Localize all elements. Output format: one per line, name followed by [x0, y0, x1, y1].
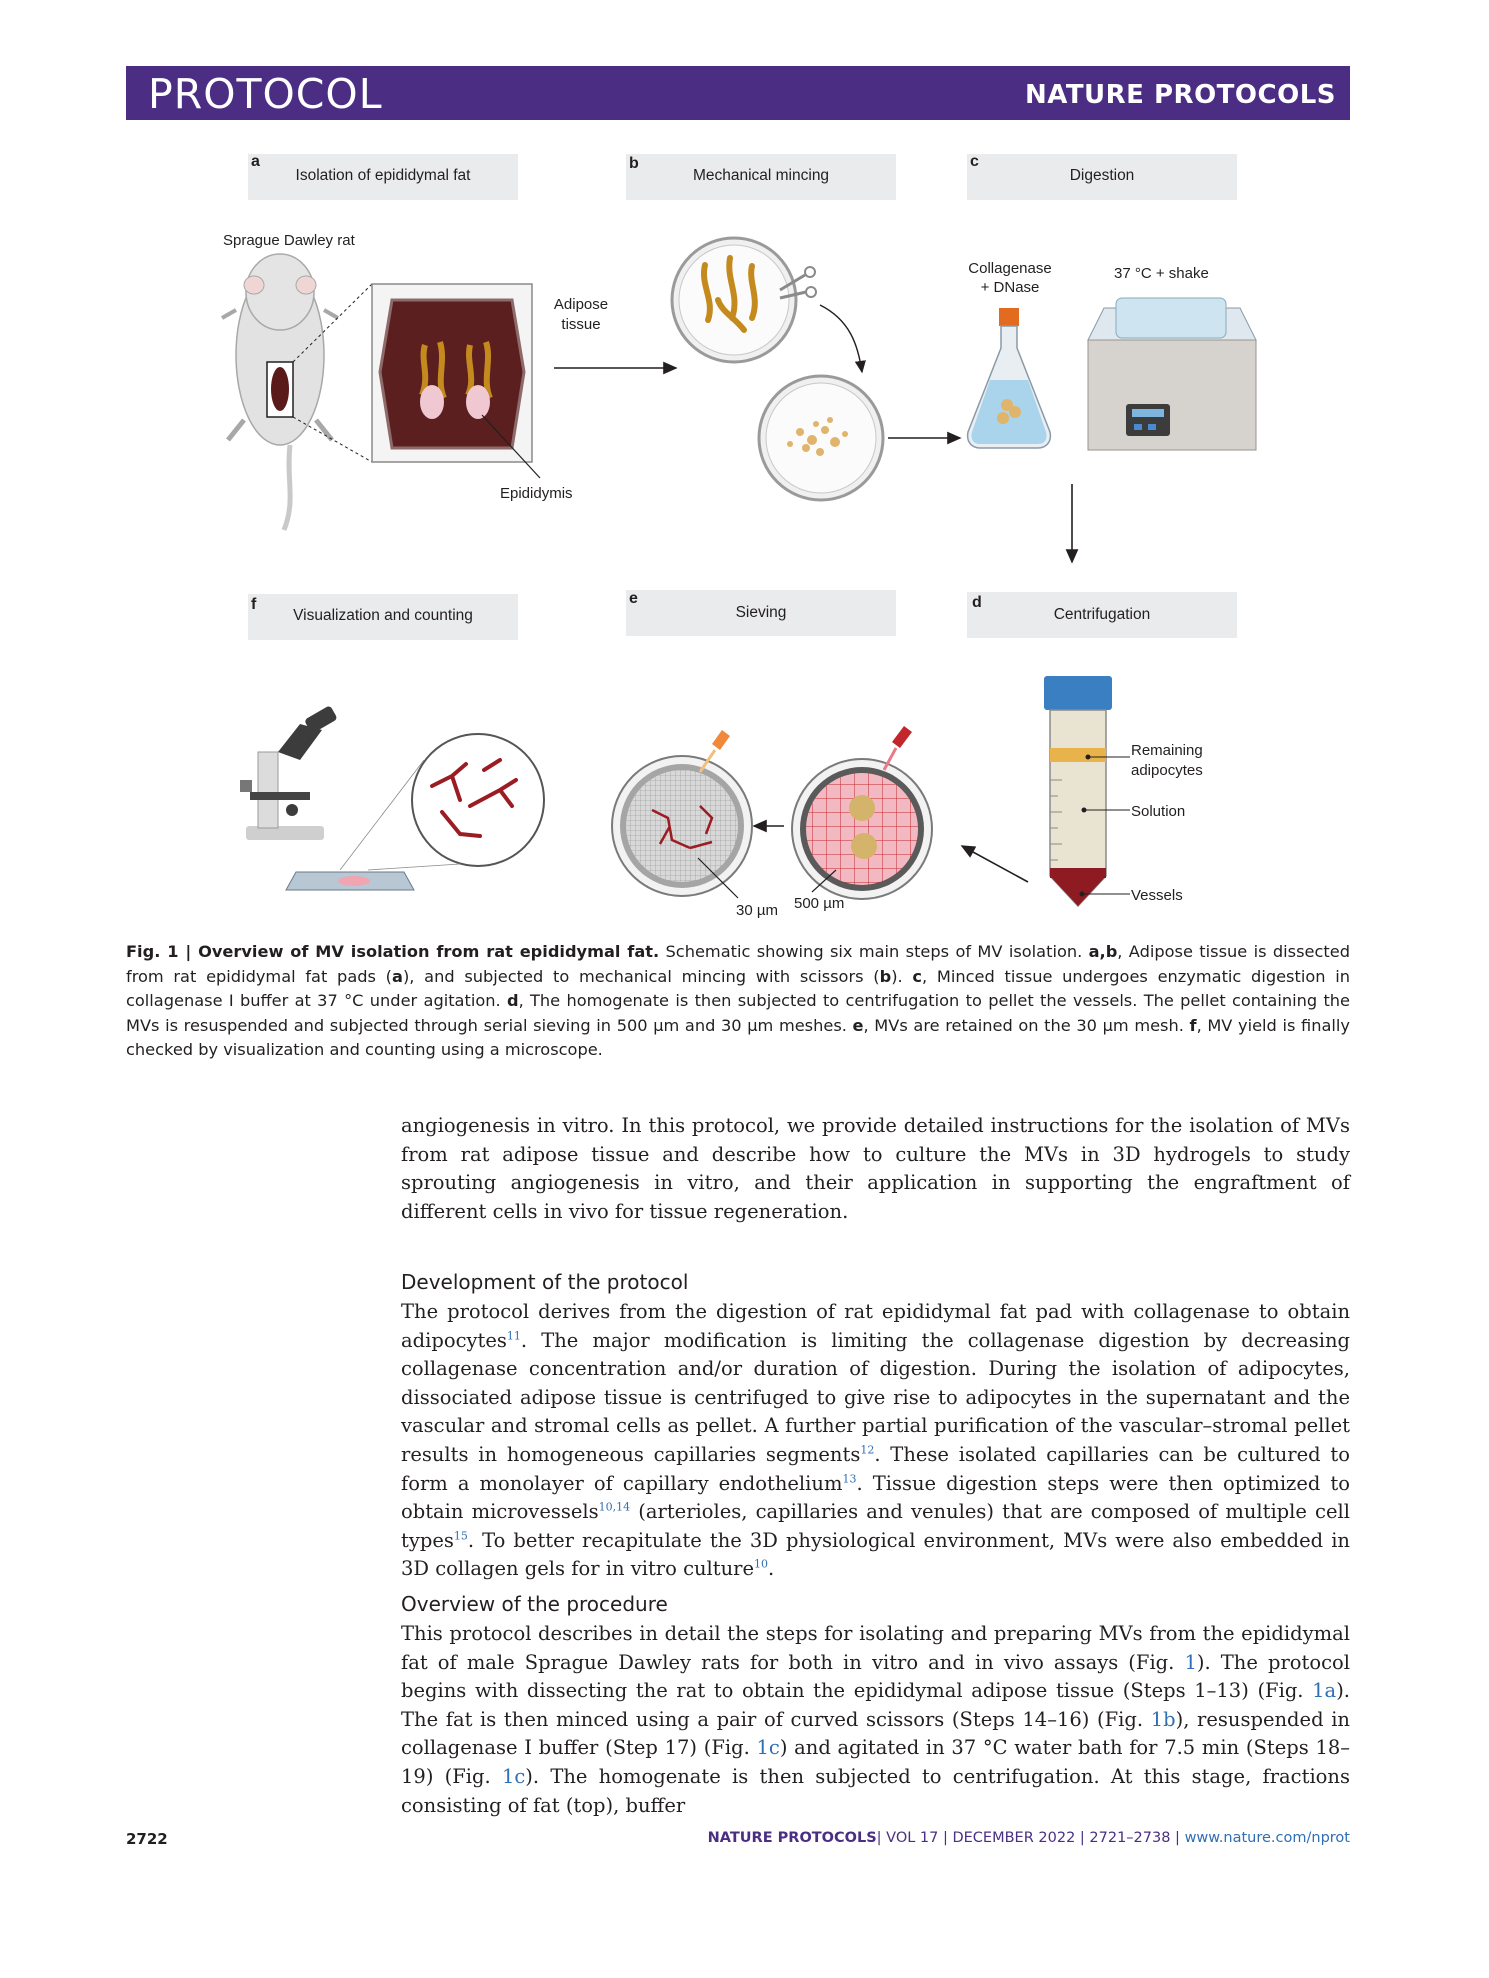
dev-paragraph — [401, 1298, 1350, 1584]
ov-text-4: ), resuspended in collagenase I buffer (Step 17) (Fig. — [401, 1707, 1350, 1760]
petri-dish-fat — [672, 238, 816, 362]
water-bath-label: 37 °C + shake — [1114, 265, 1209, 282]
adipose-label-2: tissue — [561, 316, 601, 333]
panel-d-title: Centrifugation — [1053, 606, 1151, 623]
panel-b-title: Mechanical mincing — [692, 167, 830, 184]
caption-text-4: ). — [891, 966, 913, 986]
ov-text-2: ). The protocol begins with dissecting the rat to obtain the epididymal adipose tissue (Steps 1–13) (Fig. — [401, 1650, 1351, 1703]
remaining-label-1: Remaining — [1131, 742, 1203, 759]
ov-text-1: This protocol describes in detail the steps for isolating and preparing MVs from the epididymal fat of male Sprague Dawley rats for both in vitro and in vivo assays (Fig. — [401, 1622, 1350, 1674]
panel-b-letter: b — [629, 155, 639, 172]
intro-paragraph: angiogenesis in vitro. In this protocol, we provide detailed instructions for the isolation of MVs from rat adipose tissue and describe how to culture the MVs in 3D hydrogels to study sprouting angiogenesis in vitro, and their application in supporting the engraftment of different cells in vivo for tissue regeneration. — [401, 1114, 1350, 1223]
dev-text-4: . Tissue digestion steps were then optimized to obtain microvessels — [401, 1471, 1350, 1524]
panel-c-letter: c — [970, 153, 979, 170]
adipose-label-1: Adipose — [553, 296, 609, 313]
ov-text-5: ) and agitated in 37 °C water bath for 7.5 min (Steps 18–19) (Fig. — [401, 1736, 1351, 1788]
fig-ref-1[interactable]: 1 — [1184, 1650, 1197, 1674]
panel-e-title: Sieving — [735, 604, 787, 621]
ref-13[interactable]: 13 — [842, 1472, 857, 1486]
fig-ref-1c[interactable]: 1c — [756, 1736, 780, 1760]
caption-letter-a: a — [392, 966, 403, 986]
caption-text-2: , Adipose tissue is dissected from rat epididymal fat pads ( — [126, 942, 1350, 986]
fig-ref-1a[interactable]: 1a — [1312, 1679, 1337, 1703]
sieve-30 — [612, 730, 752, 896]
ref-10-14[interactable]: 10,14 — [598, 1500, 631, 1514]
panel-d-letter: d — [972, 594, 982, 611]
collagenase-label-1: Collagenase — [968, 260, 1052, 277]
caption-text-7: , MVs are retained on the 30 µm mesh. — [863, 1015, 1190, 1035]
dev-text-3: . These isolated capillaries can be cultured to form a monolayer of capillary endothelium — [401, 1442, 1350, 1495]
caption-text-1: Schematic showing six main steps of MV isolation. — [665, 942, 1083, 961]
ov-text-3: ). The fat is then minced using a pair of curved scissors (Steps 14–16) (Fig. — [401, 1679, 1350, 1731]
fig-ref-1b[interactable]: 1b — [1150, 1707, 1176, 1731]
mesh-500-label: 500 µm — [794, 895, 845, 912]
footer-volume: | VOL 17 | DECEMBER 2022 | 2721–2738 | — [876, 1830, 1185, 1846]
ov-text-6: ). The homogenate is then subjected to centrifugation. At this stage, fractions consisting of fat (top), buffer — [401, 1764, 1350, 1817]
caption-text-3: ), and subjected to mechanical mincing with scissors ( — [402, 966, 880, 986]
ref-15[interactable]: 15 — [453, 1529, 468, 1543]
caption-letter-d: d — [506, 991, 519, 1010]
panel-e-letter: e — [629, 590, 638, 607]
overview-paragraph — [401, 1620, 1350, 1820]
figure-caption — [126, 940, 1350, 1063]
panel-f-letter: f — [251, 596, 257, 613]
dev-text-5: (arterioles, capillaries and venules) that are composed of multiple cell types — [401, 1500, 1350, 1552]
panel-a-letter: a — [251, 153, 260, 170]
panel-f-title: Visualization and counting — [293, 607, 473, 624]
vessels-label: Vessels — [1131, 887, 1183, 904]
collagenase-flask — [968, 308, 1051, 448]
dev-text-1: The protocol derives from the digestion of rat epididymal fat pad with collagenase to obtain adipocytes — [401, 1300, 1350, 1352]
overview-heading: Overview of the procedure — [401, 1592, 668, 1616]
sieve-500 — [792, 726, 932, 899]
dev-text-2: . The major modification is limiting the collagenase digestion by decreasing collagenase concentration and/or duration of digestion. During the isolation of adipocytes, dissociated adipose tissue is centrifuged to give rise to adipocytes in the supernatant and the vascular and stromal cells as pellet. A further partial purification of the vascular–stromal pellet results in homogeneous capillaries segments — [401, 1328, 1350, 1466]
rat-illustration — [222, 254, 338, 530]
ref-12[interactable]: 12 — [860, 1443, 875, 1457]
journal-name: NATURE PROTOCOLS — [1024, 80, 1336, 110]
rat-label: Sprague Dawley rat — [223, 232, 355, 249]
caption-letter-b: b — [879, 966, 892, 986]
caption-text-5: , Minced tissue undergoes enzymatic digestion in collagenase I buffer at 37 °C under agitation. — [126, 966, 1350, 1010]
microscope — [240, 705, 338, 840]
solution-label: Solution — [1131, 803, 1186, 820]
epididymis-label: Epididymis — [500, 485, 573, 502]
ref-11[interactable]: 11 — [506, 1329, 521, 1343]
caption-letter-c: c — [912, 966, 923, 986]
microscope-slide — [286, 872, 414, 890]
page-number: 2722 — [126, 1830, 168, 1848]
petri-dish-minced — [759, 376, 883, 500]
caption-title: Fig. 1 | Overview of MV isolation from rat epididymal fat. — [126, 942, 660, 961]
caption-text-6: , The homogenate is then subjected to centrifugation to pellet the vessels. The pellet containing the MVs is resuspended and subjected through serial sieving in 500 µm and 30 µm meshes. — [126, 991, 1351, 1035]
dev-heading: Development of the protocol — [401, 1270, 689, 1294]
caption-text-8: , MV yield is finally checked by visualization and counting using a microscope. — [126, 1015, 1350, 1059]
ref-10[interactable]: 10 — [754, 1557, 769, 1571]
dev-text-6: . To better recapitulate the 3D physiological environment, MVs were also embedded in 3D collagen gels for in vitro culture — [401, 1528, 1350, 1581]
remaining-label-2: adipocytes — [1131, 762, 1203, 779]
dev-text-7: . — [768, 1557, 775, 1581]
footer-url[interactable]: www.nature.com/nprot — [1184, 1830, 1350, 1846]
figure-1 — [0, 0, 1489, 930]
section-label: PROTOCOL — [148, 70, 383, 118]
vessel-zoom — [412, 734, 544, 866]
caption-letter-ab: a,b — [1088, 942, 1118, 961]
fig-ref-1c-second[interactable]: 1c — [501, 1764, 526, 1788]
centrifuge-tube — [1044, 676, 1112, 906]
caption-letter-f: f — [1189, 1015, 1197, 1035]
caption-letter-e: e — [852, 1015, 864, 1035]
figure-illustration — [0, 0, 1489, 930]
panel-a-title: Isolation of epididymal fat — [295, 167, 471, 184]
panel-c-title: Digestion — [1069, 167, 1135, 184]
dissection-illustration — [372, 284, 532, 462]
mesh-30-label: 30 µm — [736, 902, 778, 919]
water-bath — [1088, 298, 1256, 450]
collagenase-label-2: + DNase — [980, 279, 1040, 296]
footer-journal: NATURE PROTOCOLS — [707, 1830, 877, 1846]
page-footer — [708, 1830, 1350, 1846]
